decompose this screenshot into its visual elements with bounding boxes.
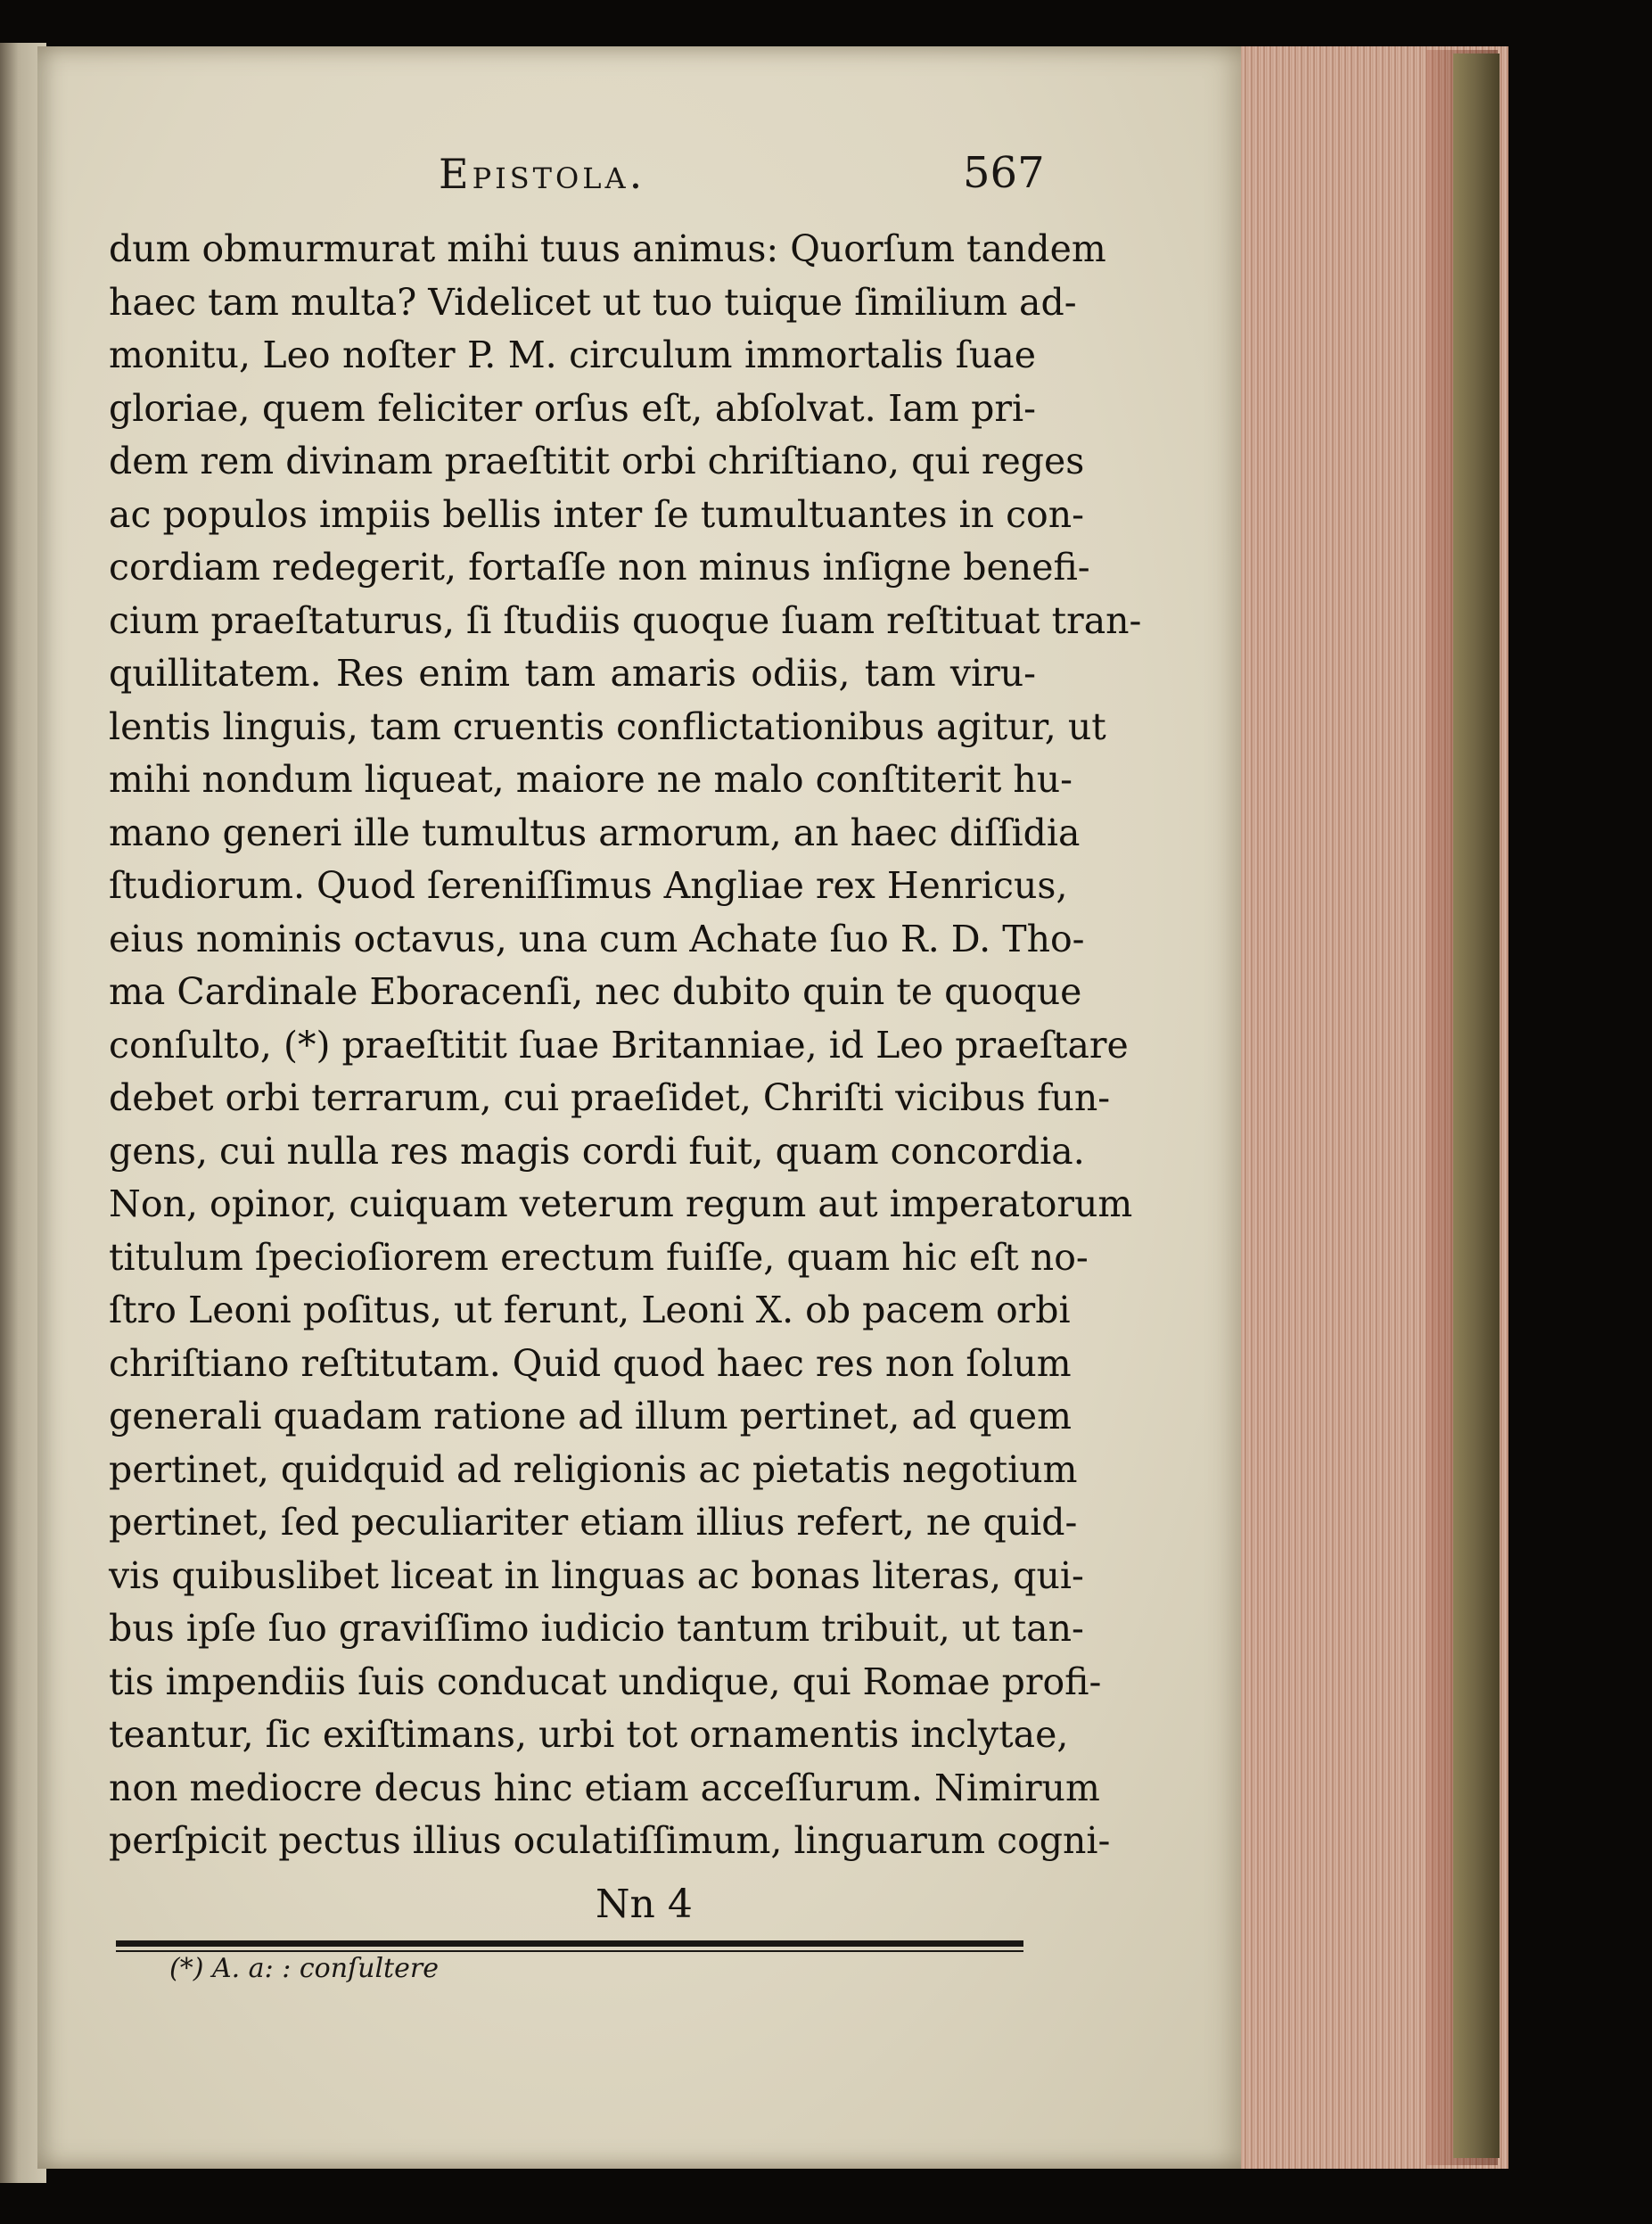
text-line: mihi nondum liqueat, maiore ne malo conſtiterit hu- [109,758,1073,801]
footnote: (*) A. a: : conſultere [169,1953,439,1984]
text-line: titulum ſpecioſiorem erectum fuiſſe, quam hic eſt no- [109,1235,1089,1279]
text-line: eius nominis octavus, una cum Achate ſuo R. D. Tho- [109,917,1085,960]
running-header: Epistola. [439,150,646,198]
text-line: gloriae, quem feliciter orſus eſt, abſolvat. Iam pri- [109,386,1036,430]
text-line: pertinet, quidquid ad religionis ac pietatis negotium [109,1447,1078,1491]
text-line: dem rem divinam praeſtitit orbi chriſtiano, qui reges [109,440,1085,482]
text-line: Non, opinor, cuiquam veterum regum aut imperatorum [109,1182,1133,1225]
text-line: cordiam redegerit, fortaſſe non minus inſigne benefi- [109,546,1090,589]
text-line: mano generi ille tumultus armorum, an haec diſſidia [109,811,1081,854]
text-line: debet orbi terrarum, cui praeſidet, Chriſti vicibus fun- [109,1076,1111,1119]
text-line: tis impendiis ſuis conducat undique, qui Romae profi- [109,1660,1102,1703]
text-line: pertinet, ſed peculiariter etiam illius refert, ne quid- [109,1501,1078,1544]
text-line: chriſtiano reſtitutam. Quid quod haec res non ſolum [109,1341,1072,1385]
text-line: conſulto, (*) praeſtitit ſuae Britanniae, id Leo praeſtare [109,1023,1129,1067]
text-line: perſpicit pectus illius oculatiſſimum, linguarum cogni- [109,1819,1111,1862]
footnote-rule-thin [116,1950,1023,1952]
text-line: haec tam multa? Videlicet ut tuo tuique ſimilium ad- [109,280,1077,324]
text-line: ac populos impiis bellis inter ſe tumultuantes in con- [109,492,1084,536]
text-line: ſtudiorum. Quod ſereniſſimus Angliae rex Henricus, [109,864,1068,907]
text-line: bus ipſe ſuo graviſſimo iudicio tantum tribuit, ut tan- [109,1607,1084,1650]
text-line: cium praeſtaturus, ſi ſtudiis quoque ſuam reſtituat tran- [109,598,1142,642]
text-line: gens, cui nulla res magis cordi fuit, quam concordia. [109,1129,1085,1173]
text-line: vis quibuslibet liceat in linguas ac bonas literas, qui- [109,1553,1084,1597]
text-line: teantur, ſic exiſtimans, urbi tot ornamentis inclytae, [109,1713,1069,1756]
text-line: ſtro Leoni poſitus, ut ferunt, Leoni X. ob pacem orbi [109,1289,1071,1331]
text-line: ma Cardinale Eboracenſi, nec dubito quin te quoque [109,970,1082,1013]
book-binding [1453,54,1500,2158]
text-line: generali quadam ratione ad illum pertinet, ad quem [109,1395,1072,1437]
text-line: monitu, Leo noſter P. M. circulum immortalis ſuae [109,334,1036,376]
page-number: 567 [963,148,1045,198]
text-line: dum obmurmurat mihi tuus animus: Quorſum tandem [109,227,1106,270]
text-line: non mediocre decus hinc etiam acceſſurum. Nimirum [109,1766,1100,1809]
footnote-rule [116,1940,1023,1947]
text-line: quillitatem. Res enim tam amaris odiis, tam viru- [109,652,1036,695]
text-line: lentis linguis, tam cruentis conflictationibus agitur, ut [109,704,1106,748]
signature-mark: Nn 4 [596,1882,693,1927]
